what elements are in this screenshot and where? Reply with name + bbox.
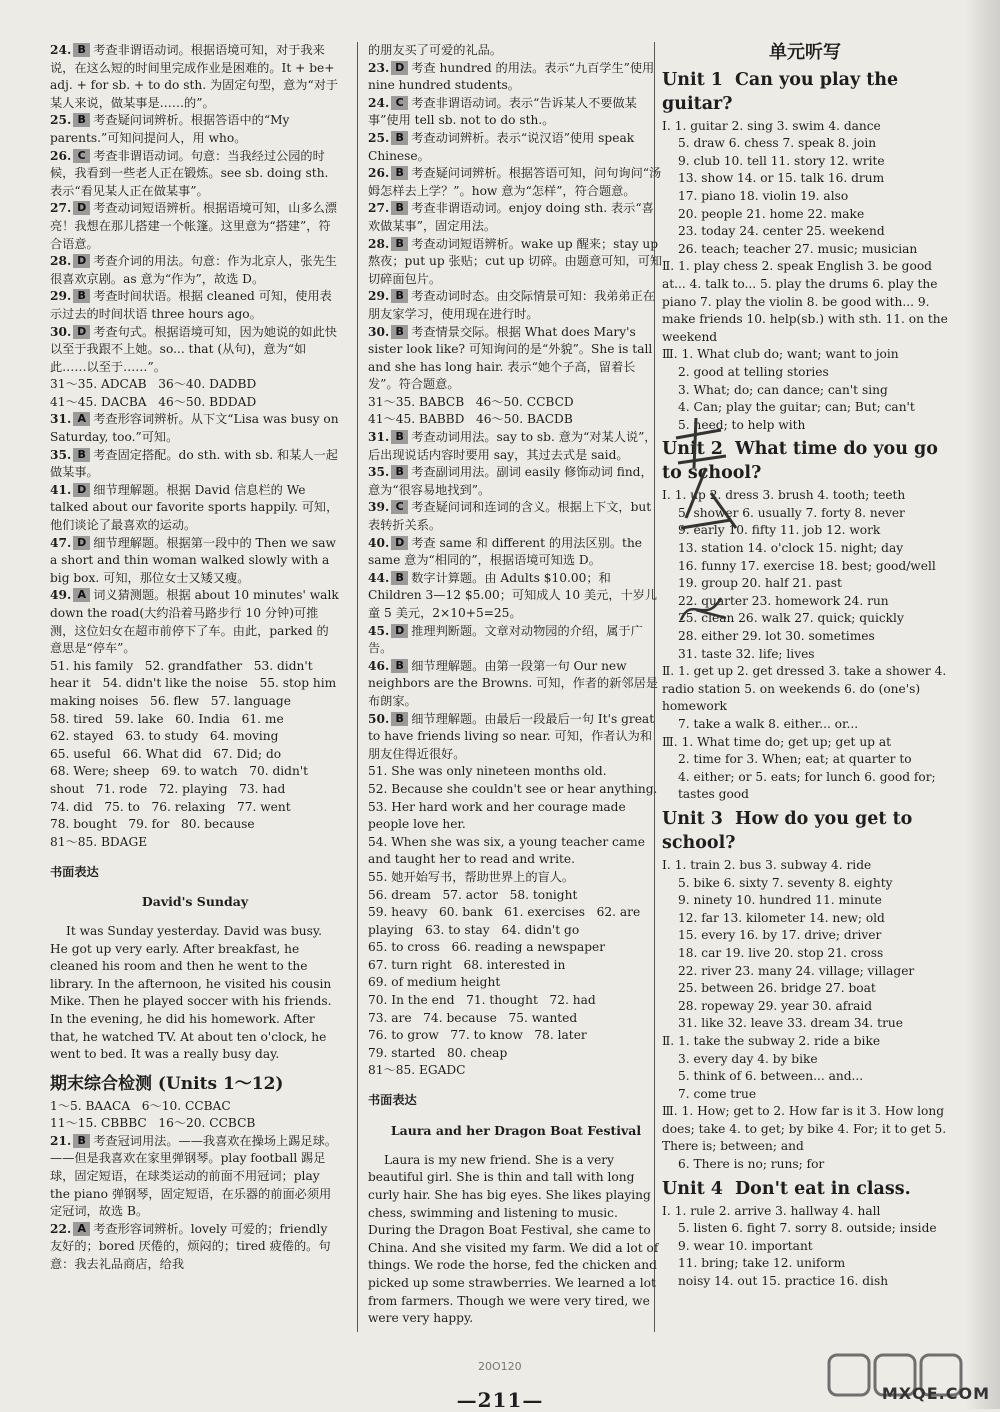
dictation-line xyxy=(662,364,948,382)
explanation-text: 考查动词短语辨析。wake up 醒来；stay up 熬夜；put up 张贴；cut up 切碎。由题意可知，可知切碎面包片。 xyxy=(368,236,663,286)
answer-item xyxy=(50,324,340,377)
dictation-text: 13. station 14. o'clock 15. night; day xyxy=(678,541,904,556)
answer-line: 78. bought 79. for 80. because xyxy=(50,817,255,832)
dictation-text: 16. funny 17. exercise 18. best; good/well 19. group 20. half 21. past xyxy=(678,558,936,591)
answer-item xyxy=(50,411,340,446)
answer-line: 67. turn right 68. interested in xyxy=(368,957,566,972)
unit-title: What time do you go to school? xyxy=(662,439,938,484)
answer-choice-box: C xyxy=(391,500,408,514)
explanation-text: 考查非谓语动词。根据语境可知，对于我来说，在这么短的时间里完成作业是困难的。It + be+ adj. + for sb. + to do sth. 为固定句型，意为“对于某人来说，做某事是……的”。 xyxy=(50,43,339,110)
explanation-text: 考查动词短语辨析。根据语境可知，山多么漂亮！我想在那儿搭建一个帐篷。这里意为“搭建”，符合语意。 xyxy=(50,201,337,251)
answer-line: 69. of medium height xyxy=(368,975,501,990)
answer-choice-box: A xyxy=(73,588,90,602)
answer-line: 31～35. BABCB 46～50. CCBCD xyxy=(368,394,574,409)
dictation-line xyxy=(662,1255,948,1273)
left-column xyxy=(50,42,340,1274)
question-number: 30. xyxy=(50,324,72,339)
answer-line: 52. Because she couldn't see or hear anything. xyxy=(368,781,658,796)
answer-line: 70. In the end 71. thought 72. had xyxy=(368,993,596,1008)
explanation-text: 考查疑问词和连词的含义。根据上下文，but 表转折关系。 xyxy=(368,500,652,533)
answer-line: 79. started 80. cheap xyxy=(368,1045,508,1060)
dictation-line xyxy=(662,927,948,945)
answer-choice-box: D xyxy=(73,536,90,550)
answer-key-page xyxy=(38,42,948,1372)
essay-label: 书面表达 xyxy=(50,864,99,879)
answer-choice-box: B xyxy=(391,289,408,303)
question-number: 25. xyxy=(368,130,390,145)
answer-choice-box: B xyxy=(391,201,408,215)
question-number: 46. xyxy=(368,658,390,673)
answer-item xyxy=(368,623,664,658)
answer-line: 73. are 74. because 75. wanted xyxy=(368,1010,578,1025)
answer-item xyxy=(50,1221,340,1274)
dictation-line xyxy=(662,241,948,259)
answer-item xyxy=(50,42,340,112)
section-label: Ⅱ. xyxy=(662,259,675,274)
question-number: 50. xyxy=(368,711,390,726)
dictation-line xyxy=(662,628,948,646)
dictation-line xyxy=(662,1203,948,1221)
answer-choice-box: B xyxy=(391,465,408,479)
answer-line: 56. dream 57. actor 58. tonight xyxy=(368,887,578,902)
answer-choice-box: D xyxy=(73,325,90,339)
dictation-text: 1. What club do; want; want to join xyxy=(681,347,899,362)
explanation-text: 考查动词用法。say to sb. 意为“对某人说”，后出现说话内容时要用 say，其过去式是 said。 xyxy=(368,430,657,462)
explanation-text: 考查疑问词辨析。根据答语中的“My parents.”可知问提问人，用 who。 xyxy=(50,113,290,145)
question-number: 47. xyxy=(50,535,72,550)
explanation-text: 细节理解题。根据第一段中的 Then we saw a short and thin woman walked slowly with a big box. 可知，那位女士又矮又瘦。 xyxy=(50,535,336,585)
answer-line: 62. stayed 63. to study 64. moving xyxy=(50,729,279,744)
dictation-line xyxy=(662,663,948,716)
right-column xyxy=(662,42,948,1291)
answer-line: 51. his family 52. grandfather 53. didn't hear it 54. didn't like the noise 55. stop him making noises 56. flew 57. language xyxy=(50,658,341,708)
answer-line: 58. tired 59. lake 60. India 61. me xyxy=(50,711,284,726)
answer-item xyxy=(368,60,664,95)
explanation-text: 考查 hundred 的用法。表示“九百学生”使用 nine hundred students。 xyxy=(368,60,655,93)
dictation-line xyxy=(662,1051,948,1069)
answer-choice-box: B xyxy=(391,659,408,673)
dictation-text: 20. people 21. home 22. make xyxy=(678,206,865,221)
explanation-text: 考查动词辨析。表示“说汉语”使用 speak Chinese。 xyxy=(368,130,635,163)
dictation-line xyxy=(662,1273,948,1291)
answer-item xyxy=(50,447,340,482)
dictation-line xyxy=(662,118,948,136)
handwritten-scribble xyxy=(676,590,736,630)
dictation-line xyxy=(662,857,948,875)
explanation-text: 考查形容词辨析。从下文“Lisa was busy on Saturday, too.”可知。 xyxy=(50,412,339,445)
answer-item xyxy=(368,658,664,711)
dictation-line xyxy=(662,945,948,963)
question-number: 40. xyxy=(368,535,390,550)
explanation-text: 考查时间状语。根据 cleaned 可知，使用表示过去的时间状语 three hours ago。 xyxy=(50,289,332,321)
dictation-text: 28. ropeway 29. year 30. afraid xyxy=(678,998,873,1013)
dictation-line xyxy=(662,258,948,346)
answer-line: 65. useful 66. What did 67. Did; do xyxy=(50,746,282,761)
question-number: 30. xyxy=(368,324,390,339)
dictation-text: 5. listen 6. fight 7. sorry 8. outside; inside 9. wear 10. important xyxy=(678,1221,937,1253)
dictation-text: 4. either; or 5. eats; for lunch 6. good for; tastes good xyxy=(678,769,936,802)
answer-item xyxy=(50,535,340,588)
answer-item xyxy=(368,324,664,394)
answer-line: 41～45. BABBD 46～50. BACDB xyxy=(368,412,573,427)
question-number: 24. xyxy=(50,43,72,57)
answer-choice-box: B xyxy=(391,131,408,145)
answer-item xyxy=(50,587,340,657)
answer-line: 1～5. BAACA 6～10. CCBAC xyxy=(50,1098,231,1113)
dictation-line xyxy=(662,734,948,752)
answer-choice-box: D xyxy=(391,61,408,75)
answer-item xyxy=(368,464,664,499)
explanation-text: 细节理解题。由第一段第一句 Our new neighbors are the Browns. 可知，作者的新邻居是布朗家。 xyxy=(368,658,658,708)
dictation-text: 28. either 29. lot 30. sometimes xyxy=(678,629,875,644)
explanation-text: 考查形容词辨析。lovely 可爱的；friendly 友好的；bored 厌倦的，烦闷的；tired 疲倦的。句意：我去礼品商店，给我 xyxy=(50,1221,331,1271)
section-label: Ⅱ. xyxy=(662,664,675,679)
dictation-text: 1. guitar 2. sing 3. swim 4. dance xyxy=(674,118,881,133)
question-number: 27. xyxy=(368,201,390,216)
answer-line: 31～35. ADCAB 36～40. DADBD xyxy=(50,377,257,392)
dictation-line xyxy=(662,646,948,664)
dictation-text: 3. every day 4. by bike xyxy=(678,1051,818,1066)
question-number: 41. xyxy=(50,482,72,497)
unit-heading xyxy=(662,807,948,855)
answer-choice-box: D xyxy=(73,483,90,497)
answer-choice-box: B xyxy=(73,1134,90,1148)
dictation-text: 5. bike 6. sixty 7. seventy 8. eighty xyxy=(678,875,893,890)
explanation-text: 考查疑问词辨析。根据答语可知，问句询问“汤姆怎样去上学？”。how 意为“怎样”，符合题意。 xyxy=(368,166,662,198)
question-number: 21. xyxy=(50,1133,72,1148)
answer-item xyxy=(50,482,340,535)
page-code: 20O120 xyxy=(478,1360,522,1373)
dictation-line xyxy=(662,716,948,734)
explanation-text: 考查动词时态。由交际情景可知：我弟弟正在朋友家学习，使用现在进行时。 xyxy=(368,289,655,321)
dictation-text: 18. car 19. live 20. stop 21. cross xyxy=(678,945,884,960)
dictation-line xyxy=(662,188,948,206)
answer-item xyxy=(50,200,340,253)
answer-choice-box: D xyxy=(73,254,90,268)
answer-item xyxy=(368,165,664,200)
answer-choice-box: A xyxy=(73,1222,90,1236)
dictation-text: 9. early 10. fifty 11. job 12. work xyxy=(678,523,881,538)
section-label: Ⅲ. xyxy=(662,347,678,362)
essay-body: Laura is my new friend. She is a very beautiful girl. She is thin and tall with long curly hair. She has big eyes. She likes playing chess, swimming and listening to music. During the Dragon Boat Festival, she came to China. And she visited my farm. We did a lot of things. We rode the horse, fed the chicken and picked up some strawberries. We learned a lot from farmers. Though we were very tired, we were very happy. xyxy=(368,1152,659,1326)
explanation-text: 考查副词用法。副词 easily 修饰动词 find，意为“很容易地找到”。 xyxy=(368,465,653,497)
middle-column xyxy=(368,42,664,1340)
answer-choice-box: D xyxy=(391,536,408,550)
section-label: Ⅰ. xyxy=(662,118,671,133)
answer-line: 81～85. BDAGE xyxy=(50,834,148,849)
answer-choice-box: A xyxy=(73,412,90,426)
answer-line: 65. to cross 66. reading a newspaper xyxy=(368,940,606,955)
unit-number: Unit 1 xyxy=(662,69,723,90)
question-number: 44. xyxy=(368,570,390,585)
dictation-text: 13. show 14. or 15. talk 16. drum xyxy=(678,171,885,186)
section-label: Ⅰ. xyxy=(662,1203,671,1218)
dictation-text: 12. far 13. kilometer 14. new; old xyxy=(678,910,885,925)
dictation-text: 5. draw 6. chess 7. speak 8. join xyxy=(678,136,877,151)
question-number: 31. xyxy=(368,430,390,445)
dictation-line xyxy=(662,1033,948,1051)
dictation-line xyxy=(662,1103,948,1156)
question-number: 28. xyxy=(368,236,390,251)
dictation-text: 15. every 16. by 17. drive; driver xyxy=(678,928,882,943)
dictation-text: 25. clean 26. walk 27. quick; quickly xyxy=(678,611,904,626)
unit-heading xyxy=(662,68,948,116)
unit-number: Unit 3 xyxy=(662,808,723,829)
dictation-text: 2. good at telling stories xyxy=(678,364,829,379)
dictation-line xyxy=(662,963,948,981)
unit-heading xyxy=(662,1177,948,1201)
page-edge-shadow xyxy=(966,0,1000,1409)
answer-choice-box: B xyxy=(391,325,408,339)
explanation-text: 考查冠词用法。——我喜欢在操场上踢足球。——但是我喜欢在家里弹钢琴。play football 踢足球，固定短语，在球类运动的前面不用冠词；play the piano 弹钢琴，固定短语，在乐器的前面必须用定冠词，故选 B。 xyxy=(50,1133,337,1219)
answer-choice-box: B xyxy=(391,237,408,251)
dictation-line xyxy=(662,206,948,224)
dictation-line xyxy=(662,223,948,241)
question-number: 49. xyxy=(50,588,72,603)
answer-choice-box: B xyxy=(73,448,90,462)
dictation-text: 23. today 24. center 25. weekend xyxy=(678,224,885,239)
answer-choice-box: B xyxy=(73,289,90,303)
question-number: 29. xyxy=(50,289,72,304)
dictation-text: 31. like 32. leave 33. dream 34. true xyxy=(678,1016,903,1031)
question-number: 45. xyxy=(368,623,390,638)
dictation-line xyxy=(662,998,948,1016)
dictation-line xyxy=(662,170,948,188)
unit-number: Unit 2 xyxy=(662,439,723,460)
section-label: Ⅲ. xyxy=(662,1104,678,1119)
answer-choice-box: B xyxy=(391,166,408,180)
answer-choice-box: C xyxy=(73,149,90,163)
dictation-text: 6. There is no; runs; for xyxy=(678,1157,825,1172)
dictation-text: 1. take the subway 2. ride a bike xyxy=(678,1033,881,1048)
answer-choice-box: B xyxy=(391,571,408,585)
question-number: 25. xyxy=(50,113,72,128)
dictation-text: 22. quarter 23. homework 24. run xyxy=(678,593,889,608)
dictation-text: 22. river 23. many 24. village; villager xyxy=(678,963,915,978)
essay-title: Laura and her Dragon Boat Festival xyxy=(390,1123,642,1138)
answer-item xyxy=(368,200,664,235)
dictation-text: 17. piano 18. violin 19. also xyxy=(678,188,849,203)
dictation-line xyxy=(662,1156,948,1174)
explanation-text: 考查非谓语动词。表示“告诉某人不要做某事”使用 tell sb. not to do sth.。 xyxy=(368,95,637,128)
dictation-line xyxy=(662,1068,948,1086)
unit-number: Unit 4 xyxy=(662,1178,723,1199)
essay-label: 书面表达 xyxy=(368,1093,417,1108)
dictation-line xyxy=(662,892,948,910)
dictation-line xyxy=(662,135,948,153)
answer-item xyxy=(50,288,340,323)
unit-title: Can you play the guitar? xyxy=(662,69,899,114)
dictation-text: 1. rule 2. arrive 3. hallway 4. hall xyxy=(674,1203,881,1218)
dictation-text: 1. What time do; get up; get up at xyxy=(681,734,892,749)
dictation-text: 26. teach; teacher 27. music; musician xyxy=(678,241,918,256)
answer-line: 81～85. EGADC xyxy=(368,1063,466,1078)
dictation-text: 4. Can; play the guitar; can; But; can't xyxy=(678,400,915,415)
dictation-text: 1. get up 2. get dressed 3. take a shower 4. radio station 5. on weekends 6. do (one's) homework xyxy=(662,664,947,714)
explanation-text: 考查 same 和 different 的用法区别。the same 意为“相同的”，根据语境可知选 D。 xyxy=(368,535,643,568)
dictation-text: 1. train 2. bus 3. subway 4. ride xyxy=(674,857,872,872)
dictation-line xyxy=(662,558,948,593)
unit-title: How do you get to school? xyxy=(662,808,913,853)
dictation-text: 9. ninety 10. hundred 11. minute xyxy=(678,893,882,908)
dictation-text: 5. shower 6. usually 7. forty 8. never xyxy=(678,505,905,520)
explanation-text: 考查非谓语动词。enjoy doing sth. 表示“喜欢做某事”，固定用法。 xyxy=(368,201,654,233)
answer-item xyxy=(368,288,664,323)
dictation-text: 9. club 10. tell 11. story 12. write xyxy=(678,153,885,168)
dictation-text: 11. bring; take 12. uniform xyxy=(678,1256,846,1271)
section-label: Ⅱ. xyxy=(662,1033,675,1048)
answer-line: 51. She was only nineteen months old. xyxy=(368,764,607,779)
dictation-line xyxy=(662,346,948,364)
dictation-line xyxy=(662,875,948,893)
dictation-text: 3. What; do; can dance; can't sing xyxy=(678,382,888,397)
handwritten-scribble xyxy=(666,408,746,558)
answer-item xyxy=(368,535,664,570)
explanation-text: 数字计算题。由 Adults $10.00；和 Children 3—12 $5.00；可知成人 10 美元，十岁儿童 5 美元，2×10+5=25。 xyxy=(368,570,658,620)
dictation-text: 1. How; get to 2. How far is it 3. How long does; take 4. to get; by bike 4. For; it to get 5. There is; between; and xyxy=(662,1104,947,1154)
dictation-text: 1. up 2. dress 3. brush 4. tooth; teeth xyxy=(674,488,906,503)
answer-line: 74. did 75. to 76. relaxing 77. went xyxy=(50,799,291,814)
question-number: 31. xyxy=(50,412,72,427)
answer-line: 41～45. DACBA 46～50. BDDAD xyxy=(50,394,257,409)
answer-item xyxy=(368,95,664,130)
explanation-text: 考查句式。根据语境可知，因为她说的如此快以至于我跟不上她。so... that (从句)，意为“如此……以至于……”。 xyxy=(50,324,337,374)
unit-title: Don't eat in class. xyxy=(735,1178,911,1199)
answer-item xyxy=(50,112,340,147)
question-number: 22. xyxy=(50,1221,72,1236)
dictation-text: 5. think of 6. between... and... xyxy=(678,1069,864,1084)
dictation-line xyxy=(662,153,948,171)
column-divider xyxy=(357,42,358,1332)
answer-item xyxy=(368,570,664,623)
explanation-text: 推理判断题。文章对动物园的介绍，属于广告。 xyxy=(368,623,643,656)
explanation-text: 细节理解题。根据 David 信息栏的 We talked about our favorite sports happily. 可知，他们谈论了最喜欢的运动。 xyxy=(50,482,339,533)
answer-line: 54. When she was six, a young teacher came and taught her to read and write. xyxy=(368,834,649,867)
essay-body: It was Sunday yesterday. David was busy. He got up very early. After breakfast, he cleaned his room and then he went to the library. In the afternoon, he visited his cousin Mike. Then he played soccer with his friends. In the evening, he did his homework. After that, he watched TV. At about ten o'clock, he went to bed. It was a really busy day. xyxy=(50,924,332,1062)
answer-choice-box: B xyxy=(73,113,90,127)
explanation-text: 考查情景交际。根据 What does Mary's sister look like? 可知询问的是“外貌”。She is tall and she has long hair. 表示“她个子高，留着长发”。符合题意。 xyxy=(368,324,653,392)
question-number: 24. xyxy=(368,95,390,110)
explanation-text: 考查固定搭配。do sth. with sb. 和某人一起做某事。 xyxy=(50,447,338,480)
section-title: 单元听写 xyxy=(769,42,841,63)
question-number: 26. xyxy=(50,148,72,163)
answer-line: 68. Were; sheep 69. to watch 70. didn't shout 71. rode 72. playing 73. had xyxy=(50,764,312,796)
dictation-line xyxy=(662,1086,948,1104)
answer-line: 的朋友买了可爱的礼品。 xyxy=(368,43,503,57)
question-number: 35. xyxy=(50,447,72,462)
section-label: Ⅲ. xyxy=(662,734,678,749)
dictation-text: 1. play chess 2. speak English 3. be good at... 4. talk to... 5. play the drums 6. play the piano 7. play the violin 8. be good with... 9. make friends 10. help(sb.) with sth. 11. on the weekend xyxy=(662,259,948,344)
dictation-line xyxy=(662,769,948,804)
question-number: 23. xyxy=(368,60,390,75)
dictation-line xyxy=(662,382,948,400)
dictation-line xyxy=(662,751,948,769)
dictation-text: 31. taste 32. life; lives xyxy=(678,646,815,661)
answer-choice-box: D xyxy=(391,624,408,638)
answer-line: 53. Her hard work and her courage made people love her. xyxy=(368,799,630,832)
explanation-text: 考查非谓语动词。句意：当我经过公园的时候，我看到一些老人正在锻炼。see sb. doing sth. 表示“看见某人正在做某事”。 xyxy=(50,148,329,198)
dictation-line xyxy=(662,1015,948,1033)
answer-choice-box: B xyxy=(391,712,408,726)
answer-line: 11～15. CBBBC 16～20. CCBCB xyxy=(50,1116,256,1131)
dictation-text: 5. need; to help with xyxy=(678,417,806,432)
explanation-text: 词义猜测题。根据 about 10 minutes' walk down the road(大约沿着马路步行 10 分钟)可推测，这位妇女在超市前停下了车。由此，parked 的意思是“停车”。 xyxy=(50,588,339,656)
question-number: 39. xyxy=(368,500,390,515)
answer-choice-box: D xyxy=(73,201,90,215)
watermark-text: MXQE.COM xyxy=(881,1384,990,1403)
answer-line: 59. heavy 60. bank 61. exercises 62. are playing 63. to stay 64. didn't go xyxy=(368,905,645,937)
question-number: 27. xyxy=(50,201,72,216)
dictation-text: noisy 14. out 15. practice 16. dish xyxy=(678,1274,889,1289)
explanation-text: 考查介词的用法。句意：作为北京人，张先生很喜欢京剧。as 意为“作为”，故选 D。 xyxy=(50,254,337,286)
dictation-text: 2. time for 3. When; eat; at quarter to xyxy=(678,752,912,767)
question-number: 28. xyxy=(50,254,72,269)
dictation-text: 25. between 26. bridge 27. boat xyxy=(678,981,876,996)
answer-item xyxy=(368,711,664,764)
answer-item xyxy=(368,130,664,165)
answer-line: 76. to grow 77. to know 78. later xyxy=(368,1028,587,1043)
section-label: Ⅰ. xyxy=(662,488,671,503)
answer-choice-box: B xyxy=(391,430,408,444)
essay-title: David's Sunday xyxy=(141,894,249,910)
dictation-text: 7. take a walk 8. either... or... xyxy=(678,717,859,731)
answer-item xyxy=(50,253,340,288)
answer-choice-box: B xyxy=(73,43,90,57)
page-number: —211— xyxy=(456,1388,544,1412)
dictation-line xyxy=(662,1220,948,1255)
answer-item xyxy=(50,1133,340,1221)
dictation-line xyxy=(662,910,948,928)
answer-item xyxy=(368,499,664,534)
answer-choice-box: C xyxy=(391,96,408,110)
section-title: 期末综合检测 (Units 1～12) xyxy=(50,1074,284,1094)
explanation-text: 细节理解题。由最后一段最后一句 It's great to have friends living so near. 可知，作者认为和朋友住得近很好。 xyxy=(368,711,655,761)
dictation-line xyxy=(662,980,948,998)
dictation-text: 7. come true xyxy=(678,1086,757,1101)
section-label: Ⅰ. xyxy=(662,857,671,872)
answer-line: 55. 她开始写书，帮助世界上的盲人。 xyxy=(368,869,575,884)
answer-item xyxy=(368,429,664,464)
question-number: 29. xyxy=(368,289,390,304)
question-number: 26. xyxy=(368,166,390,181)
answer-item xyxy=(50,148,340,201)
answer-item xyxy=(368,236,664,289)
question-number: 35. xyxy=(368,465,390,480)
